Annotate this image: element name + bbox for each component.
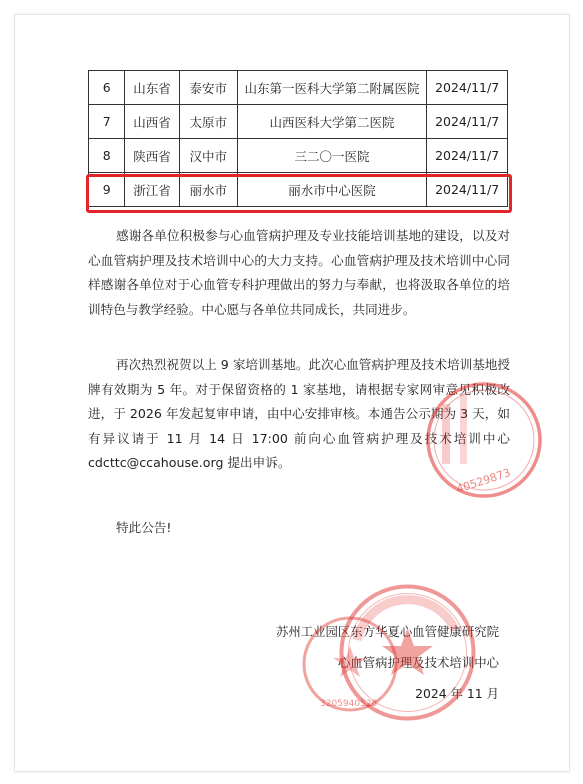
cell-date: 2024/11/7 bbox=[427, 71, 508, 105]
paragraph-congrats bbox=[88, 353, 510, 476]
cell-province: 陕西省 bbox=[125, 139, 179, 173]
cell-hospital: 山西医科大学第二医院 bbox=[237, 105, 427, 139]
cell-hospital: 山东第一医科大学第二附属医院 bbox=[237, 71, 427, 105]
cell-hospital: 丽水市中心医院 bbox=[237, 173, 427, 207]
cell-no: 8 bbox=[89, 139, 125, 173]
paragraph-thanks-text: 感谢各单位积极参与心血管病护理及专业技能培训基地的建设，以及对心血管病护理及技术培训中心的大力支持。心血管病护理及技术培训中心同样感谢各单位对于心血管专科护理做出的努力与奉献，也将汲取各单位的培训特色与教学经验。中心愿与各单位共同成长，共同进步。 bbox=[88, 228, 510, 317]
cell-date: 2024/11/7 bbox=[427, 173, 508, 207]
signature-org: 苏州工业园区东方华夏心血管健康研究院 bbox=[275, 624, 499, 639]
paragraph-thanks bbox=[88, 224, 510, 322]
svg-text:40529873: 40529873 bbox=[454, 466, 513, 496]
cell-city: 泰安市 bbox=[179, 71, 237, 105]
table-row bbox=[89, 71, 508, 105]
cell-province: 浙江省 bbox=[125, 173, 179, 207]
cell-no: 9 bbox=[89, 173, 125, 207]
cell-no: 6 bbox=[89, 71, 125, 105]
paragraph-congrats-text: 再次热烈祝贺以上 9 家培训基地。此次心血管病护理及技术培训基地授牌有效期为 5 年。对于保留资格的 1 家基地，请根据专家网审意见积极改进，于 2026 年发起复审申请，由中心安排审核。本通告公示期为 3 天，如有异议请于 11 月 14 日 17:00 前向心血管病护理及技术培训中心 cdcttc@ccahouse.org 提出申诉。 bbox=[88, 357, 510, 470]
cell-city: 太原市 bbox=[179, 105, 237, 139]
paragraph-closing-text: 特此公告! bbox=[116, 520, 172, 535]
cell-province: 山东省 bbox=[125, 71, 179, 105]
cell-hospital: 三二〇一医院 bbox=[237, 139, 427, 173]
paragraph-closing bbox=[88, 516, 510, 541]
cell-city: 汉中市 bbox=[179, 139, 237, 173]
cell-date: 2024/11/7 bbox=[427, 105, 508, 139]
cell-no: 7 bbox=[89, 105, 125, 139]
table-row bbox=[89, 139, 508, 173]
cell-city: 丽水市 bbox=[179, 173, 237, 207]
cell-province: 山西省 bbox=[125, 105, 179, 139]
cell-date: 2024/11/7 bbox=[427, 139, 508, 173]
table-row bbox=[89, 105, 508, 139]
row-highlight-box bbox=[86, 174, 512, 213]
signature-center: 心血管病护理及技术培训中心 bbox=[337, 655, 499, 670]
signature-date: 2024 年 11 月 bbox=[415, 686, 499, 701]
svg-text:3205940528: 3205940528 bbox=[320, 699, 378, 709]
